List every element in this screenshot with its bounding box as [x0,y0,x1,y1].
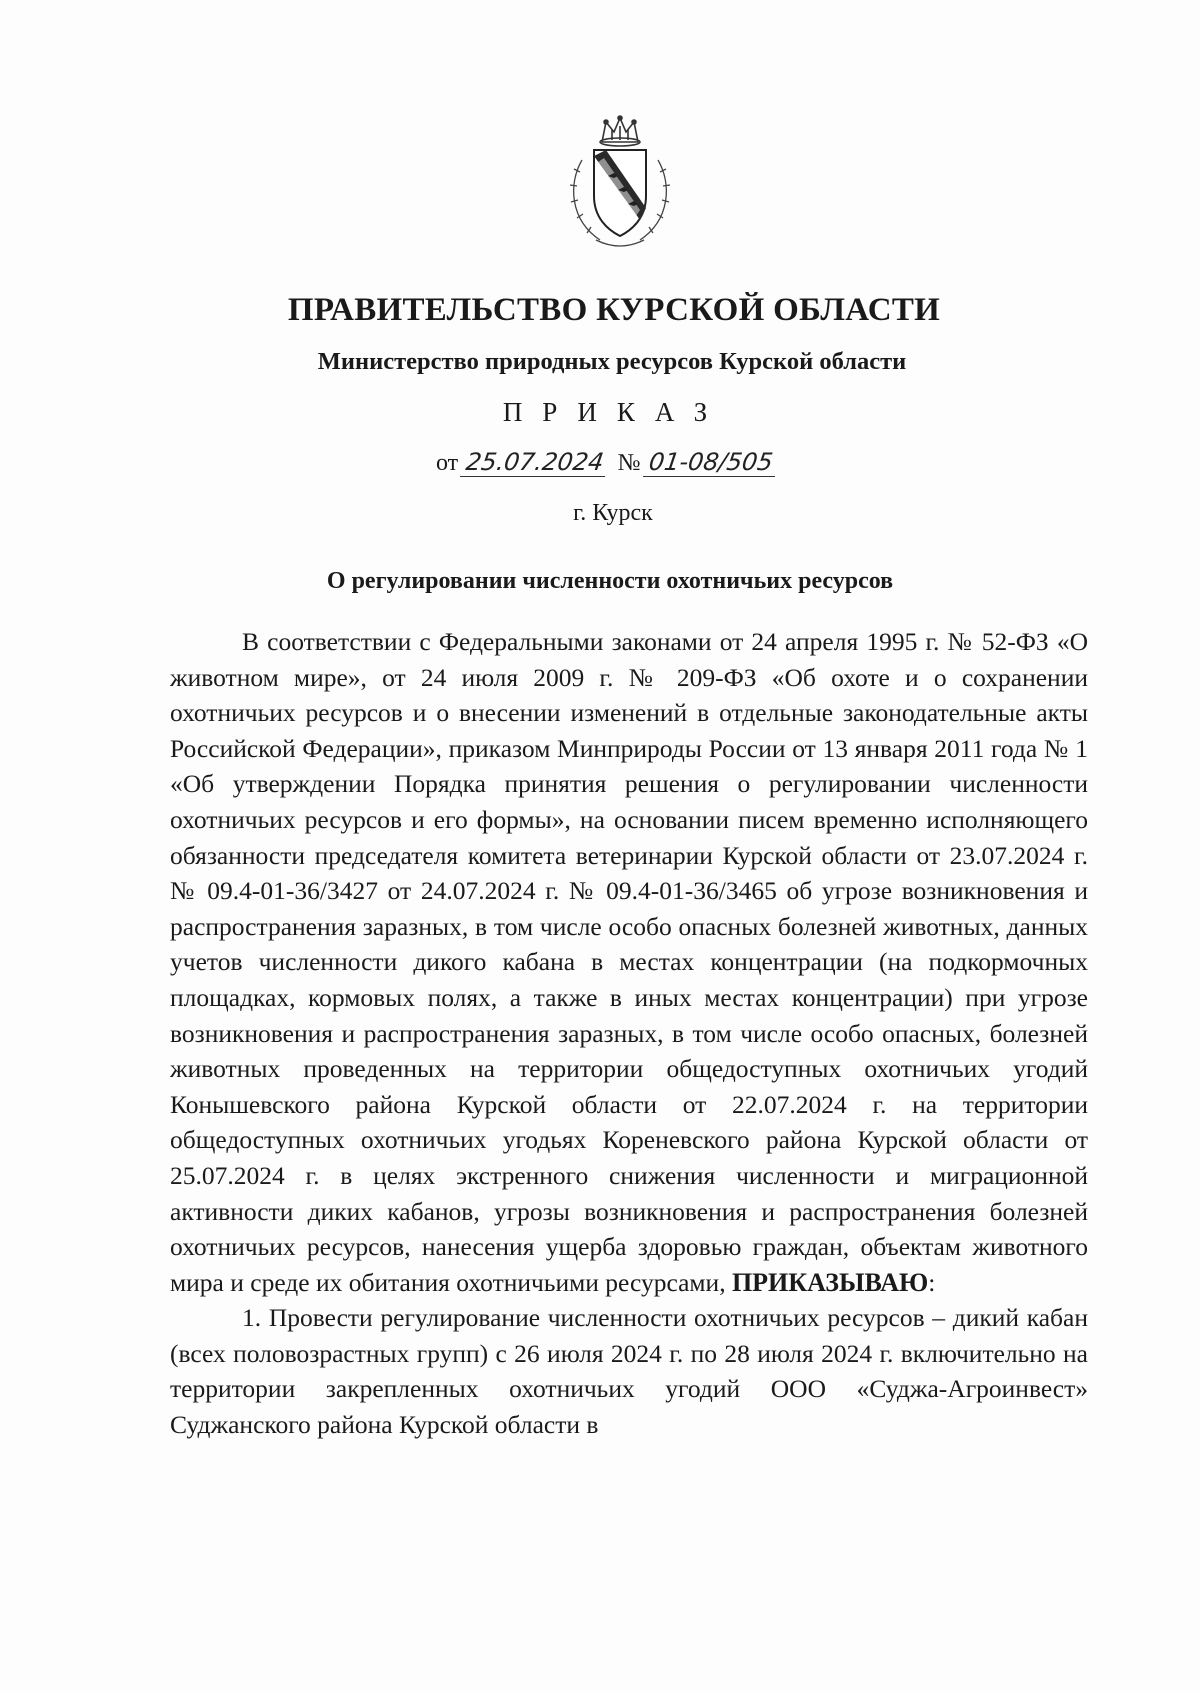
government-title: ПРАВИТЕЛЬСТВО КУРСКОЙ ОБЛАСТИ [287,292,941,328]
date-number-line [432,448,776,477]
order-colon: : [928,1267,936,1297]
preamble-text: В соответствии с Федеральными законами от 24 апреля 1995 г. № 52-ФЗ «О животном мире», от 24 июля 2009 г. № 209-ФЗ «Об охоте и о сохранении охотничьих ресурсов и о внесении изменений в отдельные законодательные акты Российской Федерации», приказом Минприроды России от 13 января 2011 года № 1 «Об утверждении Порядка принятия решения о регулировании численности охотничьих ресурсов и его формы», на основании писем временно исполняющего обязанности председателя комитета ветеринарии Курской области от 23.07.2024 г. № 09.4-01-36/3427 от 24.07.2024 г. № 09.4-01-36/3465 об угрозе возникновения и распространения заразных, в том числе особо опасных болезней животных, данных учетов численности дикого кабана в местах концентрации (на подкормочных площадках, кормовых полях, а также в иных местах концентрации) при угрозе возникновения и распространения заразных, в том числе особо опасных, болезней животных проведенных на территории общедоступных охотничьих угодий Конышевского района Курской области от 22.07.2024 г. на территории общедоступных охотничьих угодьях Кореневского района Курской области от 25.07.2024 г. в целях экстренного снижения численности и миграционной активности диких кабанов, угрозы возникновения и распространения болезней охотничьих ресурсов, нанесения ущерба здоровью граждан, объектам животного мира и среде их обитания охотничьими ресурсами, [170,627,1088,1297]
preamble-paragraph [170,624,1088,1300]
handwritten-date: 25.07.2024 [460,448,609,477]
document-type: ПРИКАЗ [502,397,728,427]
order-word: ПРИКАЗЫВАЮ [731,1267,929,1297]
document-body [170,624,1088,1443]
order-subject: О регулировании численности охотничьих ресурсов [326,568,894,594]
handwritten-number: 01-08/505 [642,448,778,477]
order-item-1: 1. Провести регулирование численности охотничьих ресурсов – дикий кабан (всех половозрастных групп) с 26 июля 2024 г. по 28 июля 2024 г. включительно на территории закрепленных охотничьих угодий ООО «Суджа-Агроинвест» Суджанского района Курской области в [170,1303,1088,1440]
ministry-name: Министерство природных ресурсов Курской области [317,348,907,375]
number-prefix: № [617,450,641,476]
city: г. Курск [573,500,653,526]
coat-of-arms-icon [560,112,680,254]
date-prefix: от [436,450,459,476]
